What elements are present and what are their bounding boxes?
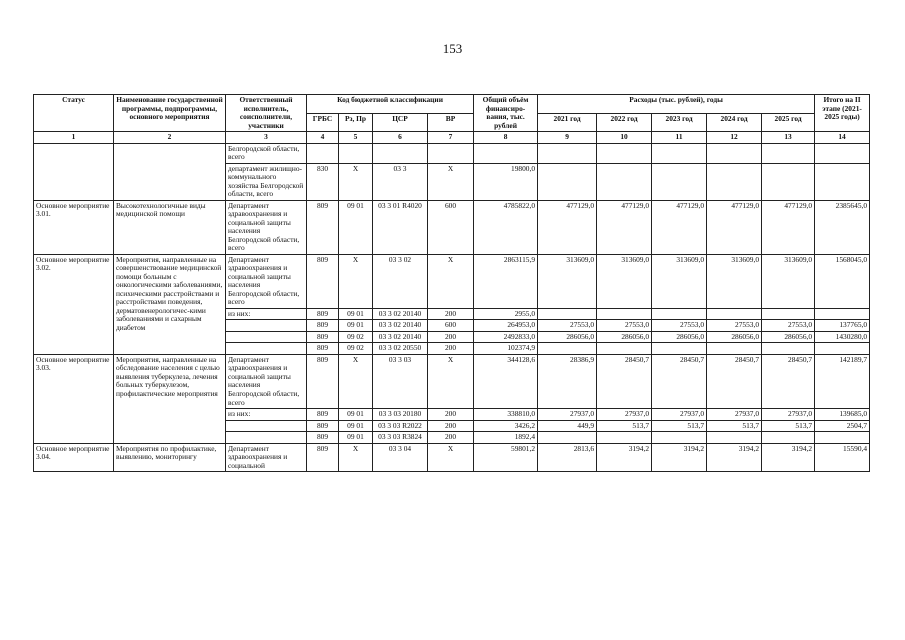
cell-status: [34, 143, 114, 200]
cell-status: Основное мероприятие 3.04.: [34, 443, 114, 472]
cell-resp: департамент жилищно-коммунального хозяйства Белгородской области, всего: [226, 163, 307, 200]
cell-y2: 27937,0: [597, 409, 652, 421]
cell-rz: 09 01: [339, 320, 373, 332]
col-number: 5: [339, 132, 373, 144]
cell-y2: 3194,2: [597, 443, 652, 472]
cell-y1: 286056,0: [538, 331, 597, 343]
cell-y3: 28450,7: [652, 354, 707, 408]
cell-y3: [652, 343, 707, 355]
cell-sum: 137765,0: [815, 320, 870, 332]
cell-y1: 27937,0: [538, 409, 597, 421]
cell-name: Мероприятия по профилактике, выявлению, мониторингу: [114, 443, 226, 472]
cell-sum: [815, 432, 870, 444]
col-number: 2: [114, 132, 226, 144]
cell-status: Основное мероприятие 3.03.: [34, 354, 114, 443]
header-name: Наименование государственной программы, подпрограммы, основного мероприятия: [114, 95, 226, 132]
cell-y3: [652, 308, 707, 320]
cell-total: 264953,0: [474, 320, 538, 332]
cell-y1: 313609,0: [538, 254, 597, 308]
cell-y4: 28450,7: [707, 354, 762, 408]
cell-csr: 03 3 02 20550: [373, 343, 428, 355]
cell-sum: 15590,4: [815, 443, 870, 472]
cell-grbs: 809: [307, 254, 339, 308]
cell-resp: из них:: [226, 308, 307, 320]
cell-y1: [538, 432, 597, 444]
table-row: [34, 200, 870, 254]
cell-grbs: 809: [307, 308, 339, 320]
header-responsible: Ответственный исполнитель, соисполнители, участники: [226, 95, 307, 132]
cell-rz: 09 01: [339, 420, 373, 432]
cell-name: [114, 143, 226, 200]
cell-resp: Департамент здравоохранения и социальной защиты населения Белгородской области, всего: [226, 354, 307, 408]
cell-total: 2955,0: [474, 308, 538, 320]
cell-y5: 28450,7: [762, 354, 815, 408]
cell-sum: 2385645,0: [815, 200, 870, 254]
col-number: 4: [307, 132, 339, 144]
cell-y2: [597, 308, 652, 320]
cell-y5: [762, 163, 815, 200]
cell-csr: 03 3 02 20140: [373, 331, 428, 343]
table-row: [34, 143, 870, 163]
cell-total: 2492833,0: [474, 331, 538, 343]
col-number: 3: [226, 132, 307, 144]
cell-vr: X: [428, 254, 474, 308]
cell-y3: 513,7: [652, 420, 707, 432]
cell-y1: [538, 343, 597, 355]
cell-grbs: 809: [307, 354, 339, 408]
col-number: 6: [373, 132, 428, 144]
cell-vr: 600: [428, 320, 474, 332]
cell-y5: [762, 143, 815, 163]
cell-grbs: 809: [307, 443, 339, 472]
cell-resp: Департамент здравоохранения и социальной защиты населения Белгородской области, всего: [226, 200, 307, 254]
cell-y3: 27937,0: [652, 409, 707, 421]
cell-rz: X: [339, 254, 373, 308]
cell-y2: 313609,0: [597, 254, 652, 308]
cell-y4: 477129,0: [707, 200, 762, 254]
cell-vr: 200: [428, 308, 474, 320]
header-vr: ВР: [428, 113, 474, 132]
cell-grbs: 830: [307, 163, 339, 200]
cell-vr: 200: [428, 432, 474, 444]
col-number: 13: [762, 132, 815, 144]
cell-y4: [707, 432, 762, 444]
cell-y1: 2813,6: [538, 443, 597, 472]
cell-csr: 03 3: [373, 163, 428, 200]
cell-y3: 27553,0: [652, 320, 707, 332]
cell-vr: 200: [428, 331, 474, 343]
cell-y4: 313609,0: [707, 254, 762, 308]
cell-total: 2863115,9: [474, 254, 538, 308]
cell-grbs: [307, 143, 339, 163]
cell-sum: [815, 143, 870, 163]
cell-csr: 03 3 04: [373, 443, 428, 472]
header-expenses: Расходы (тыс. рублей), годы: [538, 95, 815, 114]
cell-grbs: 809: [307, 420, 339, 432]
cell-y1: [538, 143, 597, 163]
cell-vr: [428, 143, 474, 163]
cell-csr: 03 3 03 R3824: [373, 432, 428, 444]
cell-csr: 03 3 02 20140: [373, 320, 428, 332]
col-number: 11: [652, 132, 707, 144]
cell-vr: X: [428, 163, 474, 200]
col-number: 12: [707, 132, 762, 144]
cell-sum: 139685,0: [815, 409, 870, 421]
header-status: Статус: [34, 95, 114, 132]
budget-table: [33, 94, 870, 472]
table-row: [34, 443, 870, 472]
cell-resp: Департамент здравоохранения и социальной защиты населения Белгородской области, всего: [226, 254, 307, 308]
cell-y2: 477129,0: [597, 200, 652, 254]
cell-y3: 3194,2: [652, 443, 707, 472]
cell-vr: 200: [428, 343, 474, 355]
cell-y3: [652, 432, 707, 444]
cell-y2: 286056,0: [597, 331, 652, 343]
header-2022: 2022 год: [597, 113, 652, 132]
cell-rz: X: [339, 354, 373, 408]
table-row: [34, 254, 870, 308]
cell-rz: [339, 143, 373, 163]
cell-resp: из них:: [226, 409, 307, 421]
cell-sum: 1568045,0: [815, 254, 870, 308]
cell-total: 3426,2: [474, 420, 538, 432]
header-grbs: ГРБС: [307, 113, 339, 132]
cell-grbs: 809: [307, 432, 339, 444]
cell-y2: [597, 343, 652, 355]
cell-y2: 513,7: [597, 420, 652, 432]
cell-y4: 27553,0: [707, 320, 762, 332]
cell-y1: [538, 308, 597, 320]
cell-vr: 200: [428, 409, 474, 421]
cell-total: [474, 143, 538, 163]
cell-y1: 28386,9: [538, 354, 597, 408]
cell-y2: [597, 163, 652, 200]
cell-y5: [762, 343, 815, 355]
cell-resp: [226, 331, 307, 343]
header-2023: 2023 год: [652, 113, 707, 132]
page-number: 153: [442, 41, 463, 56]
cell-total: 1892,4: [474, 432, 538, 444]
cell-y3: [652, 163, 707, 200]
cell-rz: 09 01: [339, 432, 373, 444]
cell-resp: Белгородской области, всего: [226, 143, 307, 163]
cell-y2: [597, 432, 652, 444]
cell-y2: 27553,0: [597, 320, 652, 332]
cell-vr: 200: [428, 420, 474, 432]
cell-rz: 09 01: [339, 409, 373, 421]
cell-total: 19800,0: [474, 163, 538, 200]
col-number: 7: [428, 132, 474, 144]
cell-y4: 27937,0: [707, 409, 762, 421]
cell-name: Мероприятия, направленные на обследование населения с целью выявления туберкулеза, лечения больных туберкулезом, профилактические мероприятия: [114, 354, 226, 443]
header-2025: 2025 год: [762, 113, 815, 132]
cell-y5: [762, 308, 815, 320]
cell-y5: 477129,0: [762, 200, 815, 254]
cell-resp: [226, 420, 307, 432]
header-budget-code: Код бюджетной классификации: [307, 95, 474, 114]
cell-y1: 449,9: [538, 420, 597, 432]
cell-y5: 27553,0: [762, 320, 815, 332]
header-row-1: [34, 95, 870, 114]
header-csr: ЦСР: [373, 113, 428, 132]
cell-csr: 03 3 02 20140: [373, 308, 428, 320]
cell-y3: 313609,0: [652, 254, 707, 308]
cell-y3: [652, 143, 707, 163]
cell-y4: [707, 163, 762, 200]
cell-resp: [226, 343, 307, 355]
cell-total: 59801,2: [474, 443, 538, 472]
cell-y4: 513,7: [707, 420, 762, 432]
cell-y5: 3194,2: [762, 443, 815, 472]
cell-rz: 09 02: [339, 331, 373, 343]
cell-name: Мероприятия, направленные на совершенствование медицинской помощи больным с онкологическими заболеваниями, психическими расстройствами и расстройствами поведения, дерматовенерологичес-кими заболеваниями и сахарным диабетом: [114, 254, 226, 354]
cell-y4: [707, 308, 762, 320]
cell-vr: 600: [428, 200, 474, 254]
col-number: 10: [597, 132, 652, 144]
cell-sum: 142189,7: [815, 354, 870, 408]
cell-resp: [226, 432, 307, 444]
header-2024: 2024 год: [707, 113, 762, 132]
cell-y5: 513,7: [762, 420, 815, 432]
col-number: 9: [538, 132, 597, 144]
cell-name: Высокотехнологичные виды медицинской помощи: [114, 200, 226, 254]
cell-status: Основное мероприятие 3.02.: [34, 254, 114, 354]
header-total-volume: Общий объём финансиро-вания, тыс. рублей: [474, 95, 538, 132]
cell-y4: 3194,2: [707, 443, 762, 472]
cell-grbs: 809: [307, 343, 339, 355]
cell-y3: 286056,0: [652, 331, 707, 343]
cell-y5: 27937,0: [762, 409, 815, 421]
col-number: 8: [474, 132, 538, 144]
cell-y5: 286056,0: [762, 331, 815, 343]
cell-rz: X: [339, 443, 373, 472]
cell-total: 344128,6: [474, 354, 538, 408]
cell-csr: 03 3 03: [373, 354, 428, 408]
cell-grbs: 809: [307, 200, 339, 254]
cell-y4: [707, 143, 762, 163]
table-row: [34, 354, 870, 408]
cell-y3: 477129,0: [652, 200, 707, 254]
cell-csr: 03 3 03 20180: [373, 409, 428, 421]
cell-resp: Департамент здравоохранения и социальной: [226, 443, 307, 472]
cell-resp: [226, 320, 307, 332]
cell-csr: 03 3 02: [373, 254, 428, 308]
cell-total: 338810,0: [474, 409, 538, 421]
cell-y1: 27553,0: [538, 320, 597, 332]
cell-sum: [815, 163, 870, 200]
cell-grbs: 809: [307, 409, 339, 421]
cell-csr: [373, 143, 428, 163]
cell-vr: X: [428, 354, 474, 408]
cell-grbs: 809: [307, 320, 339, 332]
col-number: 1: [34, 132, 114, 144]
cell-sum: 1430280,0: [815, 331, 870, 343]
cell-grbs: 809: [307, 331, 339, 343]
cell-y2: [597, 143, 652, 163]
cell-y1: [538, 163, 597, 200]
cell-rz: 09 01: [339, 308, 373, 320]
cell-sum: 2504,7: [815, 420, 870, 432]
cell-total: 4785822,0: [474, 200, 538, 254]
cell-y4: [707, 343, 762, 355]
cell-csr: 03 3 03 R2022: [373, 420, 428, 432]
cell-sum: [815, 343, 870, 355]
cell-sum: [815, 308, 870, 320]
cell-y5: [762, 432, 815, 444]
col-number: 14: [815, 132, 870, 144]
cell-csr: 03 3 01 R4020: [373, 200, 428, 254]
cell-rz: 09 01: [339, 200, 373, 254]
column-number-row: [34, 132, 870, 144]
header-2021: 2021 год: [538, 113, 597, 132]
table-body: [34, 143, 870, 472]
cell-y2: 28450,7: [597, 354, 652, 408]
cell-y5: 313609,0: [762, 254, 815, 308]
header-rz-pr: Рз, Пр: [339, 113, 373, 132]
cell-rz: 09 02: [339, 343, 373, 355]
cell-y1: 477129,0: [538, 200, 597, 254]
cell-total: 102374,9: [474, 343, 538, 355]
cell-status: Основное мероприятие 3.01.: [34, 200, 114, 254]
header-total-stage: Итого на II этапе (2021-2025 годы): [815, 95, 870, 132]
cell-vr: X: [428, 443, 474, 472]
cell-y4: 286056,0: [707, 331, 762, 343]
cell-rz: X: [339, 163, 373, 200]
